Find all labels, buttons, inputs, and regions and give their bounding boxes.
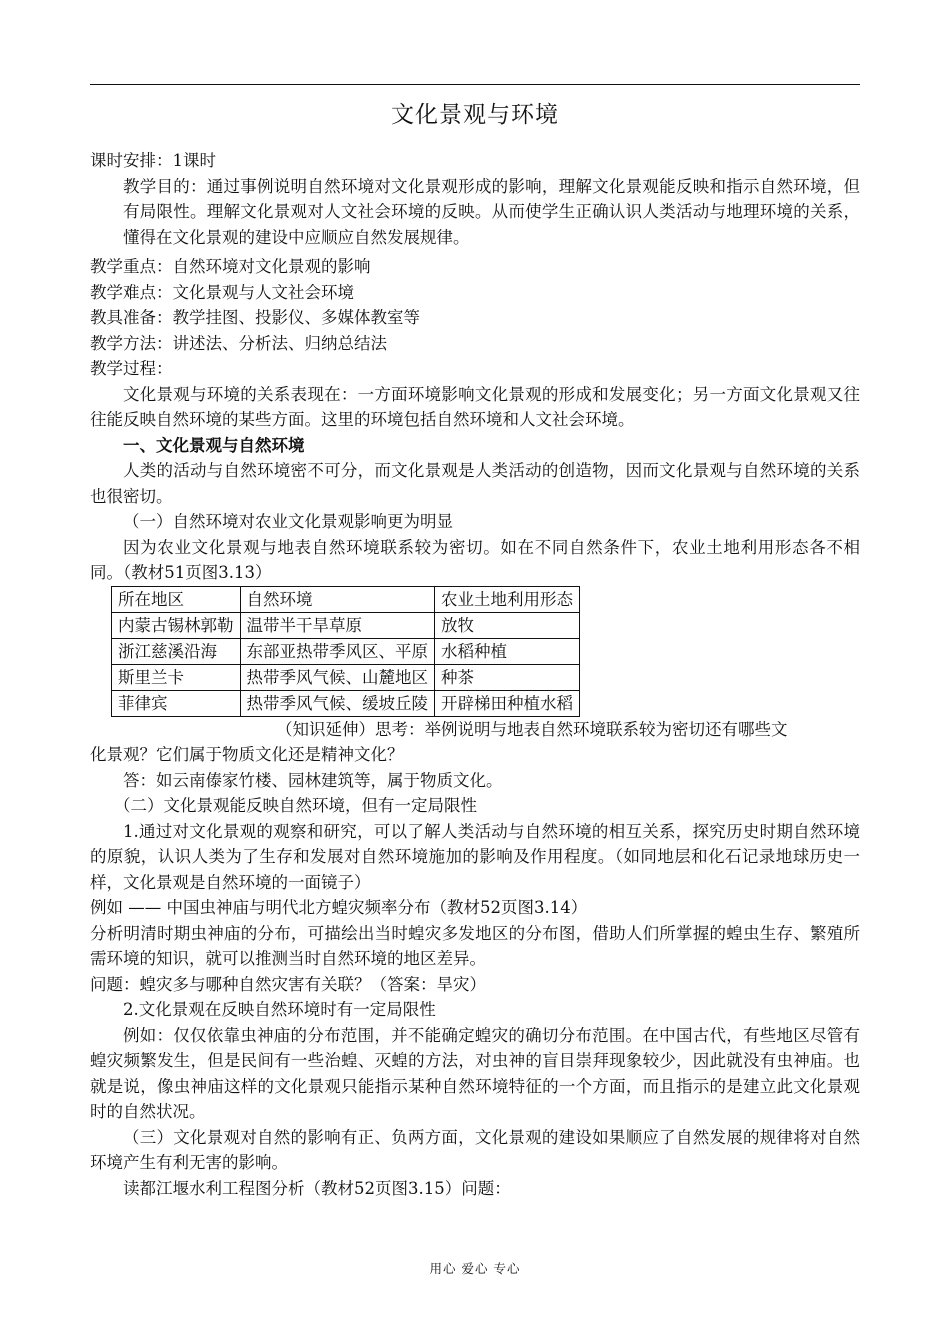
table-header-row [112, 586, 580, 612]
subsection-heading-1: （一）自然环境对农业文化景观影响更为明显 [123, 512, 453, 531]
table-cell: 温带半干旱草原 [240, 612, 435, 638]
table-row [112, 664, 580, 690]
key-point-line: 教学重点：自然环境对文化景观的影响 [90, 257, 371, 276]
table-cell: 内蒙古锡林郭勒 [112, 612, 241, 638]
section-paragraph: 人类的活动与自然环境密不可分，而文化景观是人类活动的创造物，因而文化景观与自然环境的关系也很密切。 [90, 461, 860, 506]
analysis-paragraph: 分析明清时期虫神庙的分布，可描绘出当时蝗灾多发地区的分布图，借助人们所掌握的蝗虫生存、繁殖所需环境的知识，就可以推测当时自然环境的地区差异。 [90, 923, 860, 968]
landuse-table [111, 586, 580, 717]
section-heading: 一、文化景观与自然环境 [123, 435, 305, 455]
table-cell: 水稻种植 [435, 638, 580, 664]
table-header-cell: 所在地区 [112, 586, 241, 612]
answer-line: 答：如云南傣家竹楼、园林建筑等，属于物质文化。 [123, 770, 503, 790]
equipment-line: 教具准备：教学挂图、投影仪、多媒体教室等 [90, 308, 420, 327]
subsection-heading-2: （二）文化景观能反映自然环境，但有一定局限性 [114, 796, 477, 815]
difficulty-line: 教学难点：文化景观与人文社会环境 [90, 282, 354, 302]
table-cell: 热带季风气候、山麓地区 [240, 664, 435, 690]
table-cell: 菲律宾 [112, 690, 241, 716]
landuse-paragraph: 因为农业文化景观与地表自然环境联系较为密切。如在不同自然条件下，农业土地利用形态各不相同。（教材51页图3.13） [90, 537, 860, 582]
question-line: 问题：蝗灾多与哪种自然灾害有关联？（答案：旱灾） [90, 974, 486, 994]
intro-paragraph: 文化景观与环境的关系表现在：一方面环境影响文化景观的形成和发展变化；另一方面文化景观又往往能反映自然环境的某些方面。这里的环境包括自然环境和人文社会环境。 [90, 384, 860, 429]
document-body [90, 148, 860, 1201]
method-line: 教学方法：讲述法、分析法、归纳总结法 [90, 333, 387, 353]
dujiangyan-line: 读都江堰水利工程图分析（教材52页图3.15）问题： [123, 1178, 511, 1198]
goal-text: 教学目的：通过事例说明自然环境对文化景观形成的影响，理解文化景观能反映和指示自然环境，但有局限性。理解文化景观对人文社会环境的反映。从而使学生正确认识人类活动与地理环境的关系，懂得在文化景观的建设中应顺应自然发展规律。 [123, 176, 860, 247]
point-1-paragraph: 1.通过对文化景观的观察和研究，可以了解人类活动与自然环境的相互关系，探究历史时期自然环境的原貌，认识人类为了生存和发展对自然环境施加的影响及作用程度。（如同地层和化石记录地球历史一样，文化景观是自然环境的一面镜子） [90, 821, 860, 892]
table-row [112, 690, 580, 716]
table-cell: 东部亚热带季风区、平原 [240, 638, 435, 664]
table-cell: 热带季风气候、缓坡丘陵 [240, 690, 435, 716]
schedule-line: 课时安排：1课时 [90, 151, 216, 170]
table-header-cell: 农业土地利用形态 [435, 586, 580, 612]
table-cell: 开辟梯田种植水稻 [435, 690, 580, 716]
example-line: 例如 —— 中国虫神庙与明代北方蝗灾频率分布（教材52页图3.14） [90, 898, 588, 917]
limitation-paragraph: 例如：仅仅依靠虫神庙的分布范围，并不能确定蝗灾的确切分布范围。在中国古代，有些地区尽管有蝗灾频繁发生，但是民间有一些治蝗、灭蝗的方法，对虫神的盲目崇拜现象较少，因此就没有虫神庙。也就是说，像虫神庙这样的文化景观只能指示某种自然环境特征的一个方面，而且指示的是建立此文化景观时的自然状况。 [90, 1025, 860, 1121]
process-line: 教学过程： [90, 359, 173, 378]
table-cell: 放牧 [435, 612, 580, 638]
table-cell: 种茶 [435, 664, 580, 690]
subsection-heading-3: （三）文化景观对自然的影响有正、负两方面，文化景观的建设如果顺应了自然发展的规律将对自然环境产生有利无害的影响。 [90, 1127, 860, 1172]
point-2-heading: 2.文化景观在反映自然环境时有一定局限性 [123, 1000, 436, 1019]
table-row [112, 612, 580, 638]
table-row [112, 638, 580, 664]
table-header-cell: 自然环境 [240, 586, 435, 612]
header-rule [90, 84, 860, 85]
table-cell: 浙江慈溪沿海 [112, 638, 241, 664]
table-cell: 斯里兰卡 [112, 664, 241, 690]
extension-line-2: 化景观？它们属于物质文化还是精神文化？ [90, 745, 404, 764]
page-footer: 用心 爱心 专心 [429, 1261, 521, 1276]
page-title: 文化景观与环境 [391, 102, 559, 128]
extension-line-1: （知识延伸）思考：举例说明与地表自然环境联系较为密切还有哪些文 [276, 719, 788, 739]
goal-paragraph [90, 174, 860, 251]
